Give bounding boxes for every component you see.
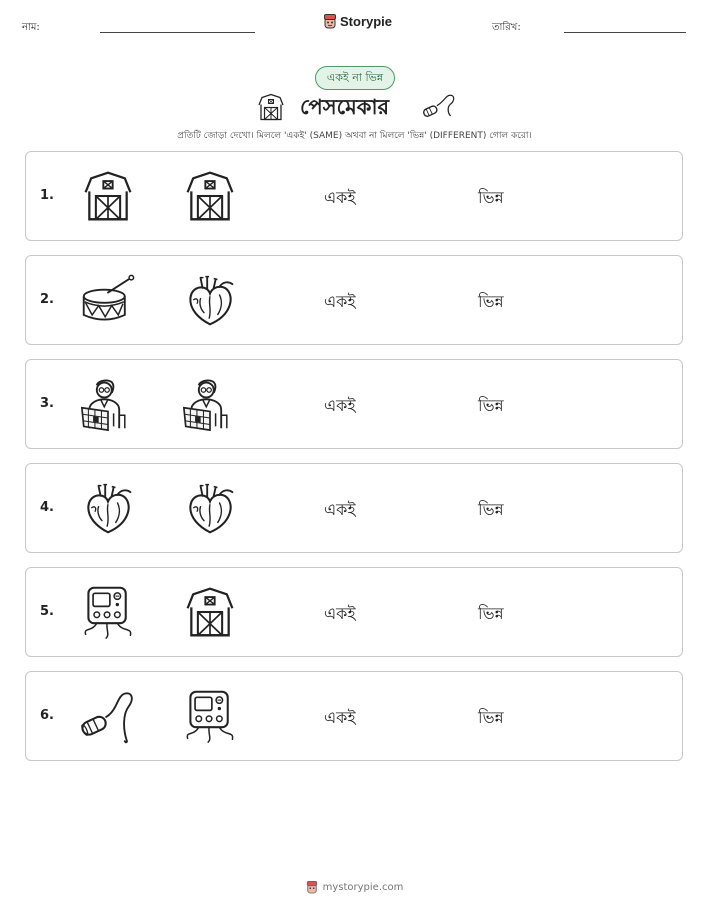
barn-icon — [80, 168, 136, 224]
different-option[interactable]: ভিন্ন — [478, 188, 504, 207]
question-number: 1. — [40, 188, 54, 203]
barn-icon — [182, 584, 238, 640]
same-option[interactable]: একই — [324, 188, 356, 207]
doctor-icon — [80, 376, 136, 432]
barn-icon — [182, 168, 238, 224]
question-number: 2. — [40, 292, 54, 307]
pacemaker-lead-icon — [422, 93, 456, 119]
storypie-mascot-icon — [306, 880, 318, 894]
different-option[interactable]: ভিন্ন — [478, 604, 504, 623]
name-line[interactable] — [100, 32, 255, 33]
same-option[interactable]: একই — [324, 292, 356, 311]
name-label: নাম: — [22, 22, 40, 33]
instructions: প্রতিটি জোড়া দেখো। মিললে 'একই' (SAME) অথবা না মিললে 'ভিন্ন' (DIFFERENT) গোল করো। — [177, 131, 532, 141]
question-card — [25, 671, 683, 761]
question-card — [25, 359, 683, 449]
title-row — [0, 90, 709, 124]
pacemaker-lead-icon — [80, 688, 136, 744]
different-option[interactable]: ভিন্ন — [478, 708, 504, 727]
heart-icon — [80, 480, 136, 536]
question-number: 6. — [40, 708, 54, 723]
date-line[interactable] — [564, 32, 686, 33]
different-option[interactable]: ভিন্ন — [478, 396, 504, 415]
different-option[interactable]: ভিন্ন — [478, 292, 504, 311]
question-number: 5. — [40, 604, 54, 619]
page-title: পেসমেকার — [300, 95, 390, 119]
brand-name: Storypie — [340, 13, 393, 29]
question-number: 3. — [40, 396, 54, 411]
doctor-icon — [182, 376, 238, 432]
same-option[interactable]: একই — [324, 500, 356, 519]
same-option[interactable]: একই — [324, 708, 356, 727]
footer — [0, 880, 709, 894]
heart-icon — [182, 272, 238, 328]
worksheet-type-badge: একই না ভিন্ন — [315, 66, 395, 90]
drum-icon — [80, 272, 136, 328]
footer-site: mystorypie.com — [322, 881, 404, 893]
question-number: 4. — [40, 500, 54, 515]
same-option[interactable]: একই — [324, 396, 356, 415]
same-option[interactable]: একই — [324, 604, 356, 623]
storypie-mascot-icon — [323, 13, 337, 29]
question-card — [25, 151, 683, 241]
brand-logo — [323, 13, 392, 29]
barn-icon — [256, 92, 286, 122]
question-card — [25, 463, 683, 553]
pacemaker-device-icon — [182, 688, 238, 744]
question-card — [25, 567, 683, 657]
question-card — [25, 255, 683, 345]
different-option[interactable]: ভিন্ন — [478, 500, 504, 519]
pacemaker-device-icon — [80, 584, 136, 640]
date-label: তারিখ: — [492, 22, 521, 33]
heart-icon — [182, 480, 238, 536]
